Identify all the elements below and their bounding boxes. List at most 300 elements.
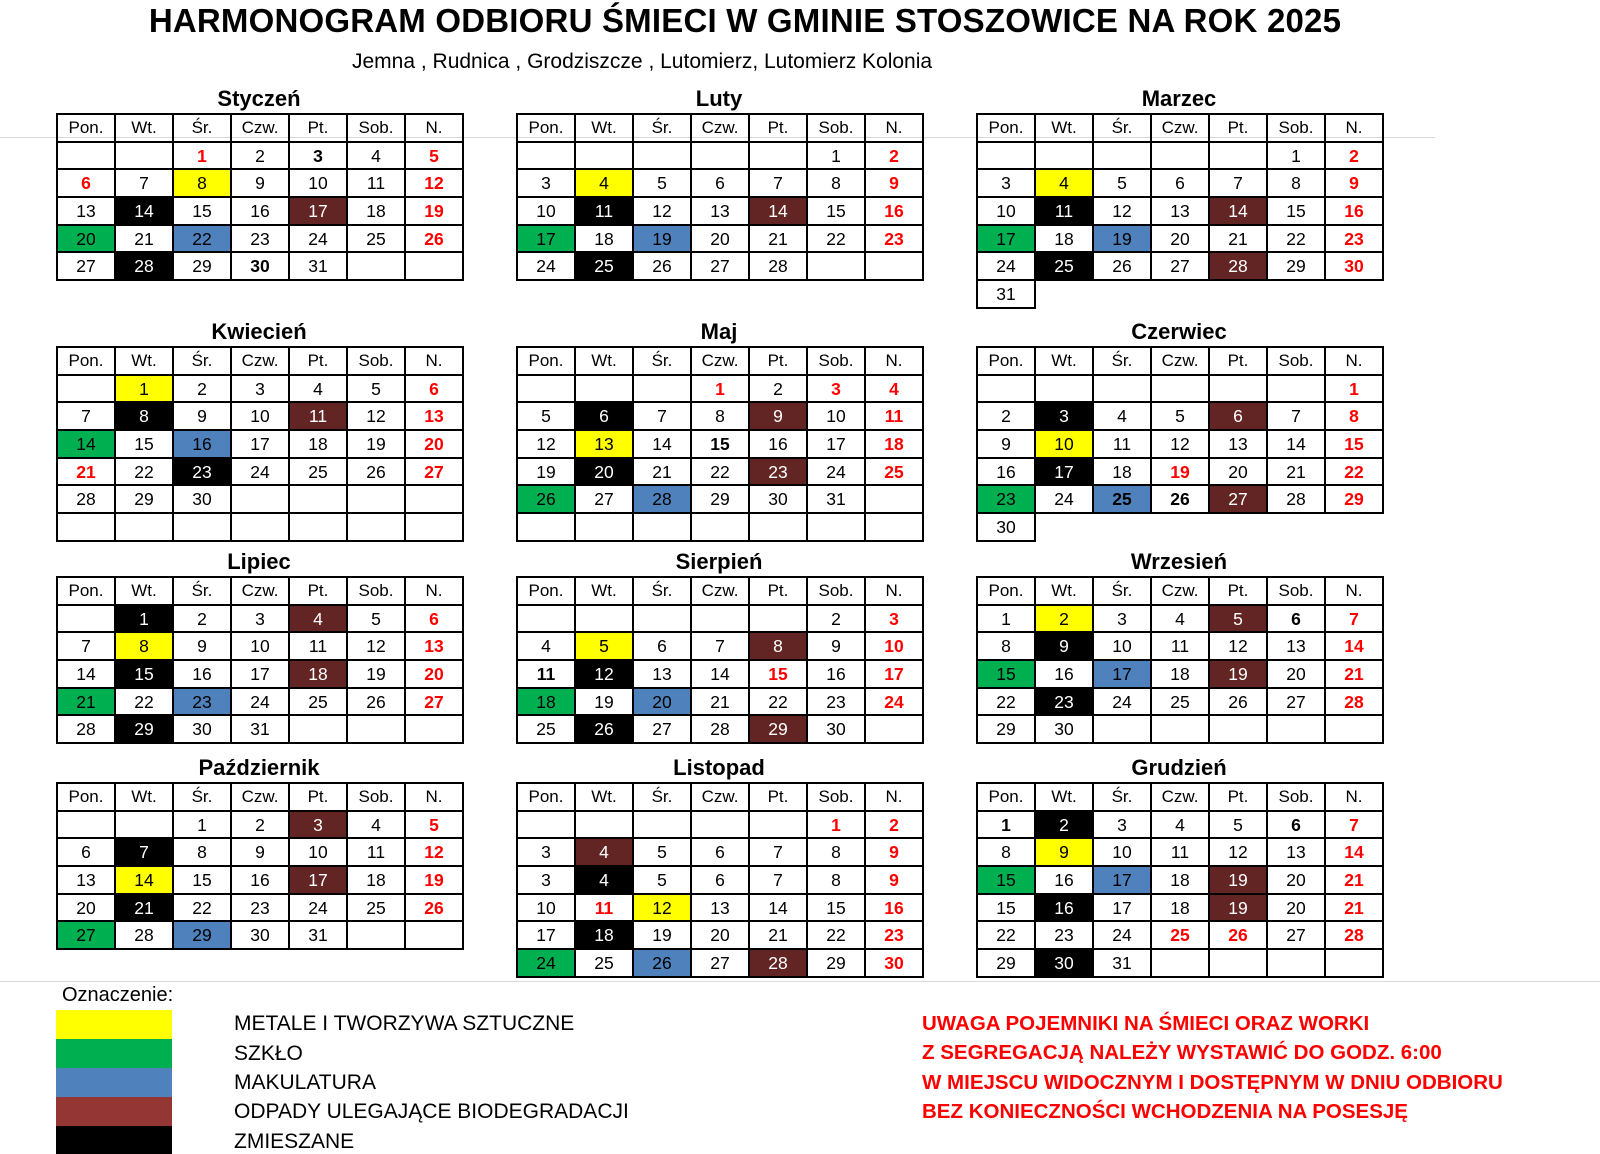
- day-cell: 12: [633, 894, 691, 922]
- week-row: [977, 280, 1383, 308]
- empty-day-cell: [807, 252, 865, 280]
- empty-day-cell: [865, 715, 923, 743]
- empty-day-cell: [691, 142, 749, 170]
- week-row: [517, 921, 923, 949]
- day-cell: 29: [977, 949, 1035, 977]
- day-cell: 9: [173, 402, 231, 430]
- day-cell: 30: [865, 949, 923, 977]
- empty-day-cell: [347, 252, 405, 280]
- day-cell: 22: [115, 458, 173, 486]
- day-cell: 10: [289, 838, 347, 866]
- empty-day-cell: [1093, 715, 1151, 743]
- week-row: [57, 402, 463, 430]
- divider-line: [0, 981, 1600, 982]
- day-cell: 11: [347, 169, 405, 197]
- week-row: [977, 811, 1383, 839]
- month-name: Kwiecień: [211, 319, 307, 344]
- month-november: [516, 752, 922, 978]
- weekday-header: Czw.: [1151, 783, 1209, 811]
- day-cell: 15: [115, 430, 173, 458]
- empty-day-cell: [517, 142, 575, 170]
- weekday-header: Pon.: [977, 347, 1035, 375]
- day-cell: 5: [347, 605, 405, 633]
- day-cell: 18: [1151, 866, 1209, 894]
- day-cell: 9: [1325, 169, 1383, 197]
- day-cell: 8: [115, 402, 173, 430]
- empty-day-cell: [347, 485, 405, 513]
- day-cell: 5: [405, 142, 463, 170]
- weekday-header: Pt.: [1209, 783, 1267, 811]
- day-cell: 20: [405, 430, 463, 458]
- day-cell: 10: [1093, 838, 1151, 866]
- week-row: [517, 949, 923, 977]
- day-cell: 19: [347, 660, 405, 688]
- day-cell: 24: [1035, 485, 1093, 513]
- weekday-header: Pon.: [57, 783, 115, 811]
- weekday-header: Czw.: [691, 347, 749, 375]
- day-cell: 3: [289, 142, 347, 170]
- empty-day-cell: [347, 715, 405, 743]
- month-calendar-table: [56, 782, 464, 950]
- day-cell: 4: [1035, 169, 1093, 197]
- day-cell: 13: [57, 197, 115, 225]
- day-cell: 15: [977, 894, 1035, 922]
- month-september: [976, 546, 1382, 744]
- empty-day-cell: [633, 142, 691, 170]
- week-row: [57, 485, 463, 513]
- weekday-header: Czw.: [1151, 114, 1209, 142]
- weekday-header: Czw.: [231, 783, 289, 811]
- legend-swatch-mixed: [56, 1126, 172, 1154]
- day-cell: 14: [1267, 430, 1325, 458]
- day-cell: 4: [289, 605, 347, 633]
- week-row: [517, 375, 923, 403]
- day-cell: 18: [575, 921, 633, 949]
- month-december: [976, 752, 1382, 978]
- day-cell: 17: [517, 225, 575, 253]
- day-cell: 11: [865, 402, 923, 430]
- day-cell: 30: [1325, 252, 1383, 280]
- weekday-header: N.: [405, 114, 463, 142]
- week-row: [517, 660, 923, 688]
- weekday-header: Czw.: [1151, 577, 1209, 605]
- day-cell: 23: [865, 921, 923, 949]
- empty-day-cell: [633, 605, 691, 633]
- month-calendar-table: [976, 782, 1384, 978]
- day-cell: 1: [1267, 142, 1325, 170]
- day-cell: 12: [347, 402, 405, 430]
- weekday-header: Wt.: [115, 347, 173, 375]
- day-cell: 6: [1151, 169, 1209, 197]
- day-cell: 5: [405, 811, 463, 839]
- day-cell: 24: [517, 949, 575, 977]
- day-cell: 25: [289, 458, 347, 486]
- weekday-header-row: [57, 347, 463, 375]
- day-cell: 30: [231, 921, 289, 949]
- weekday-header: Czw.: [691, 114, 749, 142]
- day-cell: 20: [1151, 225, 1209, 253]
- week-row: [977, 142, 1383, 170]
- month-name: Listopad: [673, 755, 765, 780]
- day-cell: 12: [347, 632, 405, 660]
- day-cell: 24: [1093, 688, 1151, 716]
- day-cell: 13: [633, 660, 691, 688]
- day-cell: 4: [1151, 811, 1209, 839]
- empty-day-cell: [865, 252, 923, 280]
- day-cell: 11: [517, 660, 575, 688]
- week-row: [517, 458, 923, 486]
- month-name: Luty: [695, 86, 743, 111]
- day-cell: 3: [517, 866, 575, 894]
- empty-day-cell: [1093, 375, 1151, 403]
- day-cell: 20: [1209, 458, 1267, 486]
- month-march: [976, 83, 1382, 309]
- day-cell: 3: [517, 169, 575, 197]
- week-row: [517, 430, 923, 458]
- legend-label-metals: METALE I TWORZYWA SZTUCZNE: [234, 1012, 575, 1035]
- empty-day-cell: [1325, 949, 1383, 977]
- day-cell: 10: [1035, 430, 1093, 458]
- week-row: [517, 688, 923, 716]
- day-cell: 23: [231, 894, 289, 922]
- day-cell: 28: [115, 252, 173, 280]
- month-calendar-table: [516, 576, 924, 744]
- weekday-header: Śr.: [633, 347, 691, 375]
- day-cell: 7: [749, 169, 807, 197]
- month-calendar-table: [516, 113, 924, 281]
- day-cell: 27: [575, 485, 633, 513]
- legend-title: Oznaczenie:: [62, 984, 174, 1006]
- day-cell: 12: [575, 660, 633, 688]
- day-cell: 29: [1267, 252, 1325, 280]
- empty-day-cell: [517, 513, 575, 541]
- day-cell: 7: [749, 838, 807, 866]
- empty-day-cell: [691, 605, 749, 633]
- day-cell: 2: [231, 142, 289, 170]
- day-cell: 21: [633, 458, 691, 486]
- day-cell: 27: [691, 949, 749, 977]
- day-cell: 19: [575, 688, 633, 716]
- day-cell: 4: [347, 142, 405, 170]
- day-cell: 19: [1209, 866, 1267, 894]
- day-cell: 23: [977, 485, 1035, 513]
- day-cell: 12: [1093, 197, 1151, 225]
- weekday-header: N.: [865, 347, 923, 375]
- weekday-header: Czw.: [231, 114, 289, 142]
- month-name: Grudzień: [1131, 755, 1227, 780]
- empty-day-cell: [1151, 375, 1209, 403]
- empty-day-cell: [405, 921, 463, 949]
- day-cell: 4: [289, 375, 347, 403]
- empty-day-cell: [1035, 375, 1093, 403]
- day-cell: 20: [1267, 894, 1325, 922]
- day-cell: 13: [1267, 632, 1325, 660]
- day-cell: 23: [173, 458, 231, 486]
- day-cell: 22: [115, 688, 173, 716]
- day-cell: 22: [807, 921, 865, 949]
- day-cell: 20: [575, 458, 633, 486]
- day-cell: 26: [1209, 688, 1267, 716]
- day-cell: 5: [1151, 402, 1209, 430]
- day-cell: 6: [57, 169, 115, 197]
- day-cell: 13: [405, 632, 463, 660]
- weekday-header: Sob.: [347, 577, 405, 605]
- empty-day-cell: [1151, 715, 1209, 743]
- day-cell: 25: [289, 688, 347, 716]
- day-cell: 26: [347, 688, 405, 716]
- empty-day-cell: [517, 811, 575, 839]
- weekday-header: N.: [865, 577, 923, 605]
- day-cell: 17: [517, 921, 575, 949]
- day-cell: 20: [405, 660, 463, 688]
- month-calendar-table: [56, 113, 464, 281]
- weekday-header: Śr.: [1093, 783, 1151, 811]
- week-row: [57, 605, 463, 633]
- weekday-header-row: [57, 577, 463, 605]
- day-cell: 17: [865, 660, 923, 688]
- day-cell: 18: [347, 866, 405, 894]
- day-cell: 29: [749, 715, 807, 743]
- week-row: [57, 921, 463, 949]
- legend-swatch-paper: [56, 1068, 172, 1097]
- month-february: [516, 83, 922, 281]
- weekday-header-row: [57, 783, 463, 811]
- day-cell: 11: [289, 402, 347, 430]
- day-cell: 26: [1151, 485, 1209, 513]
- empty-day-cell: [977, 142, 1035, 170]
- month-name: Wrzesień: [1130, 549, 1228, 574]
- day-cell: 5: [347, 375, 405, 403]
- day-cell: 1: [691, 375, 749, 403]
- day-cell: 31: [231, 715, 289, 743]
- day-cell: 8: [173, 838, 231, 866]
- day-cell: 24: [231, 458, 289, 486]
- empty-day-cell: [1093, 142, 1151, 170]
- empty-day-cell: [115, 811, 173, 839]
- day-cell: 22: [749, 688, 807, 716]
- day-cell: 9: [231, 169, 289, 197]
- day-cell: 7: [115, 838, 173, 866]
- weekday-header: Pt.: [749, 347, 807, 375]
- day-cell: 3: [289, 811, 347, 839]
- week-row: [517, 513, 923, 541]
- week-row: [57, 838, 463, 866]
- day-cell: 28: [57, 715, 115, 743]
- day-cell: 3: [231, 375, 289, 403]
- week-row: [977, 921, 1383, 949]
- empty-day-cell: [807, 513, 865, 541]
- day-cell: 31: [807, 485, 865, 513]
- notice-line-1: UWAGA POJEMNIKI NA ŚMIECI ORAZ WORKI: [922, 1012, 1370, 1035]
- day-cell: 12: [1209, 838, 1267, 866]
- weekday-header: Śr.: [173, 783, 231, 811]
- month-calendar-table: [56, 346, 464, 542]
- day-cell: 17: [231, 430, 289, 458]
- day-cell: 20: [57, 225, 115, 253]
- day-cell: 10: [289, 169, 347, 197]
- week-row: [977, 485, 1383, 513]
- day-cell: 13: [405, 402, 463, 430]
- day-cell: 14: [1209, 197, 1267, 225]
- month-calendar-table: [976, 576, 1384, 744]
- notice-line-4: BEZ KONIECZNOŚCI WCHODZENIA NA POSESJĘ: [922, 1100, 1408, 1123]
- day-cell: 26: [405, 225, 463, 253]
- day-cell: 25: [517, 715, 575, 743]
- day-cell: 7: [1325, 811, 1383, 839]
- month-calendar-table: [516, 782, 924, 978]
- empty-day-cell: [1267, 715, 1325, 743]
- weekday-header: Sob.: [347, 114, 405, 142]
- day-cell: 8: [807, 169, 865, 197]
- day-cell: 14: [691, 660, 749, 688]
- day-cell: 6: [57, 838, 115, 866]
- day-cell: 20: [691, 921, 749, 949]
- day-cell: 24: [977, 252, 1035, 280]
- empty-day-cell: [749, 605, 807, 633]
- day-cell: 16: [231, 197, 289, 225]
- day-cell: 11: [1035, 197, 1093, 225]
- week-row: [57, 197, 463, 225]
- day-cell: 28: [633, 485, 691, 513]
- empty-day-cell: [1209, 949, 1267, 977]
- day-cell: 27: [1267, 921, 1325, 949]
- day-cell: 30: [977, 513, 1035, 541]
- weekday-header: Sob.: [807, 347, 865, 375]
- day-cell: 13: [1267, 838, 1325, 866]
- empty-day-cell: [633, 375, 691, 403]
- weekday-header-row: [517, 577, 923, 605]
- weekday-header: Pon.: [517, 347, 575, 375]
- empty-day-cell: [575, 811, 633, 839]
- week-row: [517, 197, 923, 225]
- month-october: [56, 752, 462, 950]
- day-cell: 18: [865, 430, 923, 458]
- day-cell: 16: [977, 458, 1035, 486]
- day-cell: 31: [289, 252, 347, 280]
- day-cell: 12: [1209, 632, 1267, 660]
- day-cell: 15: [115, 660, 173, 688]
- weekday-header: Pt.: [749, 577, 807, 605]
- day-cell: 24: [807, 458, 865, 486]
- weekday-header: Czw.: [231, 577, 289, 605]
- day-cell: 5: [633, 169, 691, 197]
- weekday-header: Wt.: [1035, 783, 1093, 811]
- day-cell: 1: [173, 811, 231, 839]
- day-cell: 21: [115, 894, 173, 922]
- notice-line-2: Z SEGREGACJĄ NALEŻY WYSTAWIĆ DO GODZ. 6:00: [922, 1041, 1442, 1064]
- week-row: [517, 402, 923, 430]
- week-row: [57, 375, 463, 403]
- week-row: [977, 252, 1383, 280]
- empty-day-cell: [57, 142, 115, 170]
- week-row: [517, 894, 923, 922]
- day-cell: 8: [977, 838, 1035, 866]
- weekday-header-row: [977, 114, 1383, 142]
- month-may: [516, 316, 922, 542]
- week-row: [57, 169, 463, 197]
- month-april: [56, 316, 462, 542]
- weekday-header: N.: [865, 114, 923, 142]
- day-cell: 13: [57, 866, 115, 894]
- day-cell: 28: [1267, 485, 1325, 513]
- day-cell: 16: [1035, 660, 1093, 688]
- day-cell: 9: [977, 430, 1035, 458]
- day-cell: 17: [977, 225, 1035, 253]
- day-cell: 13: [691, 197, 749, 225]
- weekday-header: Sob.: [807, 114, 865, 142]
- day-cell: 20: [633, 688, 691, 716]
- empty-day-cell: [749, 513, 807, 541]
- week-row: [517, 142, 923, 170]
- day-cell: 9: [231, 838, 289, 866]
- month-calendar-table: [976, 346, 1384, 542]
- weekday-header: N.: [1325, 347, 1383, 375]
- empty-day-cell: [57, 513, 115, 541]
- page-title: HARMONOGRAM ODBIORU ŚMIECI W GMINIE STOSZOWICE NA ROK 2025: [148, 2, 1342, 39]
- week-row: [977, 225, 1383, 253]
- weekday-header: Śr.: [1093, 577, 1151, 605]
- day-cell: 27: [633, 715, 691, 743]
- weekday-header: N.: [1325, 577, 1383, 605]
- weekday-header: Wt.: [115, 783, 173, 811]
- day-cell: 18: [1093, 458, 1151, 486]
- day-cell: 26: [633, 949, 691, 977]
- day-cell: 5: [575, 632, 633, 660]
- empty-day-cell: [57, 605, 115, 633]
- weekday-header: Sob.: [807, 577, 865, 605]
- day-cell: 14: [115, 197, 173, 225]
- day-cell: 10: [517, 197, 575, 225]
- day-cell: 18: [1035, 225, 1093, 253]
- day-cell: 19: [1209, 894, 1267, 922]
- empty-day-cell: [575, 142, 633, 170]
- weekday-header: Pon.: [57, 347, 115, 375]
- day-cell: 21: [691, 688, 749, 716]
- day-cell: 1: [977, 811, 1035, 839]
- weekday-header: Pt.: [749, 114, 807, 142]
- empty-day-cell: [1209, 375, 1267, 403]
- empty-day-cell: [1325, 715, 1383, 743]
- day-cell: 7: [1325, 605, 1383, 633]
- day-cell: 8: [1267, 169, 1325, 197]
- day-cell: 12: [405, 838, 463, 866]
- day-cell: 11: [347, 838, 405, 866]
- day-cell: 14: [57, 430, 115, 458]
- day-cell: 16: [807, 660, 865, 688]
- week-row: [977, 375, 1383, 403]
- empty-day-cell: [865, 485, 923, 513]
- month-name: Sierpień: [675, 549, 763, 574]
- day-cell: 27: [57, 252, 115, 280]
- day-cell: 9: [1035, 632, 1093, 660]
- day-cell: 21: [1267, 458, 1325, 486]
- day-cell: 25: [575, 252, 633, 280]
- day-cell: 24: [865, 688, 923, 716]
- day-cell: 2: [173, 375, 231, 403]
- week-row: [517, 252, 923, 280]
- day-cell: 23: [231, 225, 289, 253]
- week-row: [57, 715, 463, 743]
- weekday-header: Śr.: [633, 114, 691, 142]
- empty-day-cell: [575, 605, 633, 633]
- day-cell: 28: [1325, 921, 1383, 949]
- day-cell: 28: [749, 949, 807, 977]
- week-row: [977, 949, 1383, 977]
- day-cell: 15: [749, 660, 807, 688]
- day-cell: 19: [347, 430, 405, 458]
- day-cell: 2: [807, 605, 865, 633]
- empty-day-cell: [1209, 715, 1267, 743]
